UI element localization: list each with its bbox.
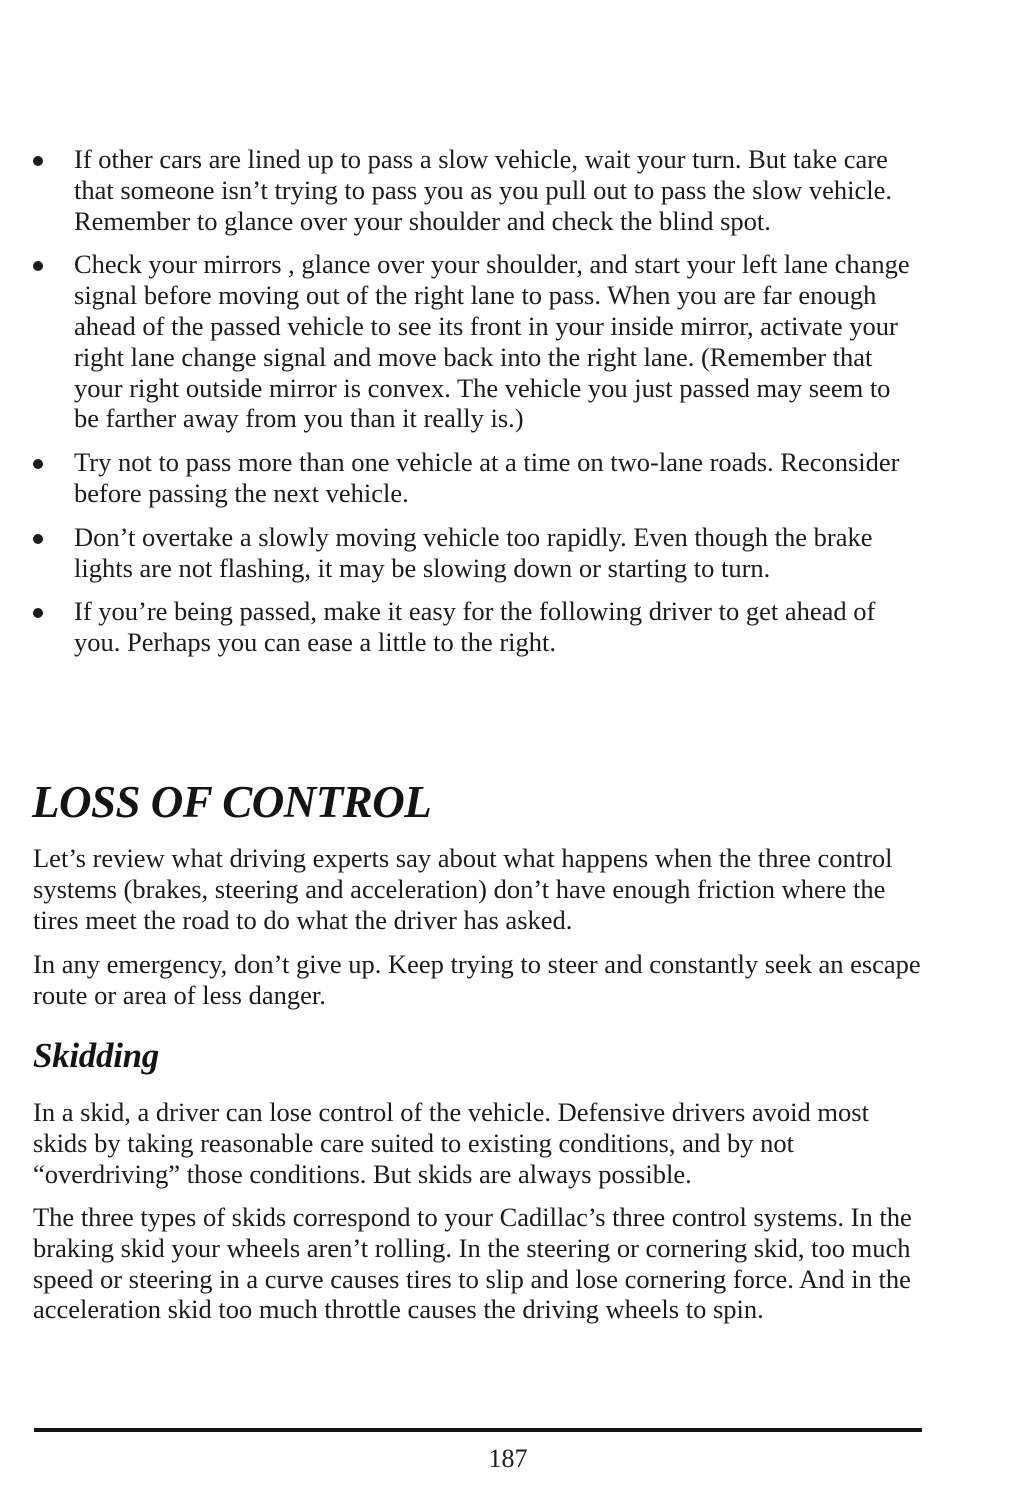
bullet-icon xyxy=(33,534,43,544)
list-item xyxy=(30,447,920,509)
bullet-icon xyxy=(33,459,43,469)
list-item xyxy=(30,144,920,236)
list-item-text: Don’t overtake a slowly moving vehicle too rapidly. Even though the brake lights are not flashing, it may be slowing down or starting to turn. xyxy=(74,521,873,583)
passing-tips-list xyxy=(30,144,920,671)
bullet-icon xyxy=(33,261,43,271)
subsection-heading-skidding: Skidding xyxy=(33,1036,159,1075)
list-item-text: Try not to pass more than one vehicle at a time on two-lane roads. Reconsider before passing the next vehicle. xyxy=(74,447,900,508)
section-heading-loss-of-control: LOSS OF CONTROL xyxy=(32,777,432,827)
page-number: 187 xyxy=(488,1444,528,1473)
loss-of-control-paragraph: Let’s review what driving experts say about what happens when the three control systems (brakes, steering and acceleration) don’t have enough friction where the tires meet the road to do what the driver has asked. xyxy=(33,843,893,935)
skidding-paragraph: The three types of skids correspond to your Cadillac’s three control systems. In the braking skid your wheels aren’t rolling. In the steering or cornering skid, too much speed or steering in a curve causes tires to slip and lose cornering force. And in the acceleration skid too much throttle causes the driving wheels to spin. xyxy=(33,1202,912,1325)
list-item-text: If you’re being passed, make it easy for the following driver to get ahead of you. Perhaps you can ease a little to the right. xyxy=(74,596,876,658)
list-item-text: If other cars are lined up to pass a slow vehicle, wait your turn. But take care that someone isn’t trying to pass you as you pull out to pass the slow vehicle. Remember to glance over your shoulder and check the blind spot. xyxy=(74,144,892,236)
bullet-icon xyxy=(33,156,43,166)
loss-of-control-paragraph: In any emergency, don’t give up. Keep trying to steer and constantly seek an escape route or area of less danger. xyxy=(33,949,921,1010)
list-item xyxy=(30,522,920,584)
list-item xyxy=(30,249,920,434)
skidding-paragraph: In a skid, a driver can lose control of the vehicle. Defensive drivers avoid most skids by taking reasonable care suited to existing conditions, and by not “overdriving” those conditions. But skids are always possible. xyxy=(33,1097,869,1189)
footer-divider xyxy=(34,1428,922,1432)
list-item xyxy=(30,596,920,658)
list-item-text: Check your mirrors , glance over your shoulder, and start your left lane change signal before moving out of the right lane to pass. When you are far enough ahead of the passed vehicle to see its front in your inside mirror, activate your right lane change signal and move back into the right lane. (Remember that your right outside mirror is convex. The vehicle you just passed may seem to be farther away from you than it really is.) xyxy=(74,249,910,434)
bullet-icon xyxy=(33,608,43,618)
